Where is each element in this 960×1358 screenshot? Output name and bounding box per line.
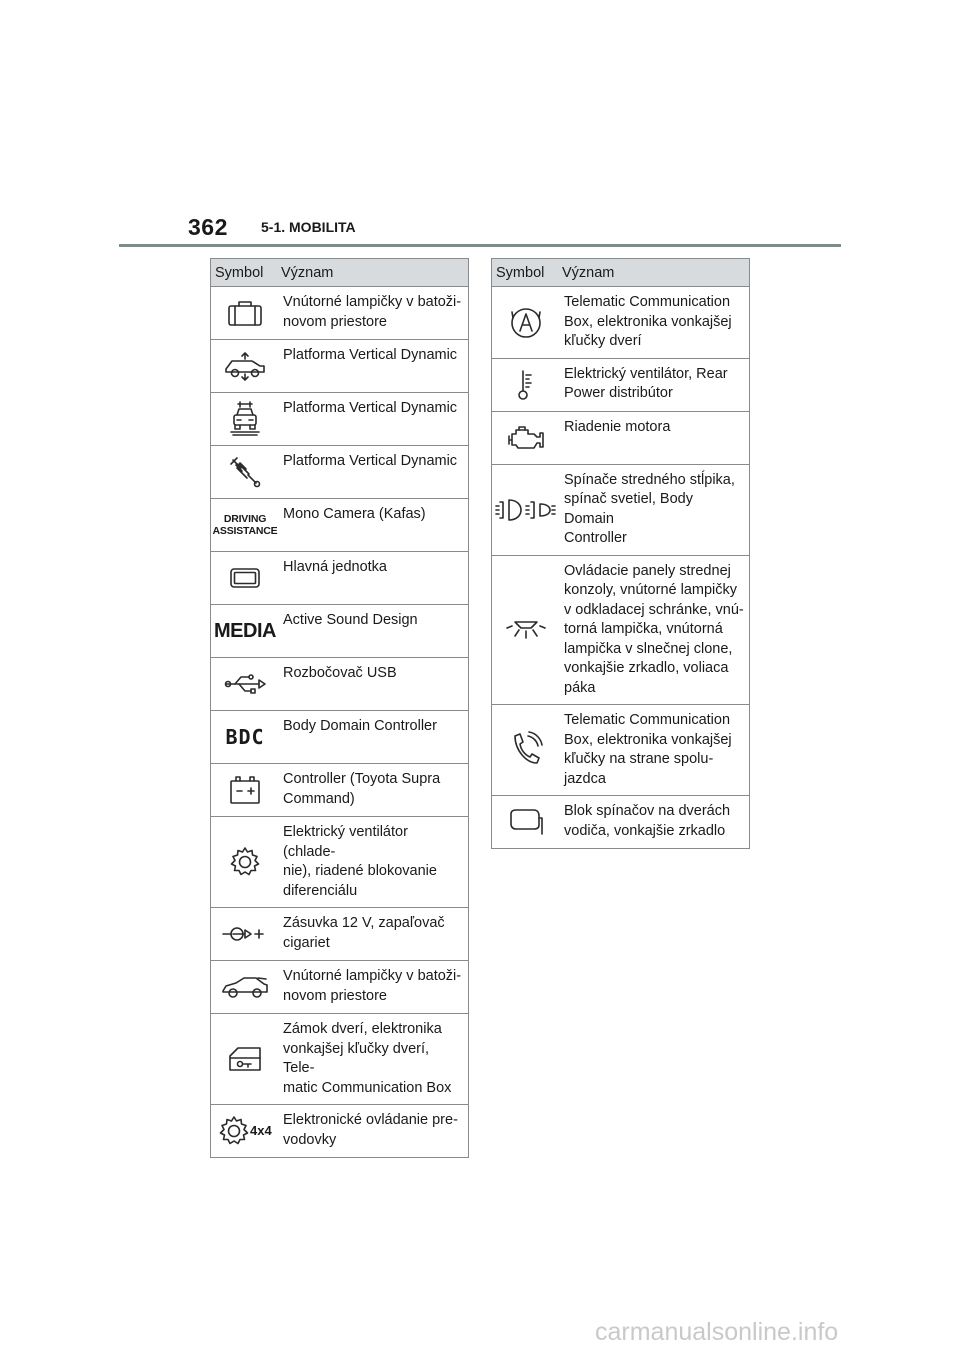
meaning-line: Platforma Vertical Dynamic <box>283 400 458 416</box>
meaning-line: lampička v slnečnej clone, <box>564 640 733 657</box>
mirror-icon <box>507 806 545 838</box>
meaning-line: Telematic Communication <box>564 712 731 728</box>
meaning-line: páka <box>564 679 596 696</box>
icon-caption: MEDIA <box>214 619 276 642</box>
header-divider <box>119 244 841 247</box>
meaning-cell <box>279 817 469 908</box>
meaning-cell <box>279 605 469 658</box>
gear-4x4-icon <box>219 1114 271 1148</box>
symbol-cell <box>211 711 280 764</box>
symbol-cell <box>211 1105 280 1158</box>
meaning-cell <box>560 358 750 411</box>
meaning-cell <box>560 796 750 849</box>
symbol-cell <box>211 658 280 711</box>
table-row <box>211 446 469 499</box>
table-row <box>211 340 469 393</box>
meaning-line: Mono Camera (Kafas) <box>283 506 426 522</box>
column-header-symbol: Symbol <box>211 259 280 287</box>
symbol-cell <box>211 446 280 499</box>
meaning-cell <box>279 764 469 817</box>
meaning-line: novom priestore <box>283 987 387 1004</box>
table-row <box>211 908 469 961</box>
table-row <box>211 764 469 817</box>
table-header-row <box>211 259 469 287</box>
meaning-line: Ovládacie panely strednej <box>564 562 731 579</box>
table-row <box>492 358 750 411</box>
meaning-line: Spínače stredného stĺpika, <box>564 471 735 488</box>
table-row <box>211 817 469 908</box>
meaning-line: Controller (Toyota Supra <box>283 771 441 787</box>
meaning-line: Box, elektronika vonkajšej <box>564 731 732 748</box>
table-header-row <box>492 259 750 287</box>
meaning-cell <box>279 340 469 393</box>
meaning-line: Controller <box>564 530 627 546</box>
symbol-cell <box>492 287 561 359</box>
table-row <box>492 287 750 359</box>
meaning-line: novom priestore <box>283 313 387 330</box>
car-side-icon <box>220 973 270 1001</box>
column-header-meaning: Význam <box>560 259 750 287</box>
meaning-cell <box>279 658 469 711</box>
symbol-cell <box>211 1014 280 1105</box>
watermark: carmanualsonline.info <box>595 1318 839 1346</box>
meaning-cell <box>279 908 469 961</box>
meaning-line: Elektrický ventilátor (chlade- <box>283 824 408 860</box>
meaning-cell <box>279 961 469 1014</box>
meaning-cell <box>560 411 750 464</box>
meaning-line: Command) <box>283 790 355 807</box>
meaning-line: vodiča, vonkajšie zrkadlo <box>564 822 726 839</box>
meaning-line: jazdca <box>564 770 606 787</box>
symbol-cell <box>211 499 280 552</box>
meaning-line: Vnútorné lampičky v batoži- <box>283 294 462 310</box>
meaning-cell <box>560 287 750 359</box>
thermometer-icon <box>514 367 538 403</box>
table-row <box>211 658 469 711</box>
meaning-line: kľučky dverí <box>564 333 642 349</box>
meaning-cell <box>560 464 750 555</box>
column-header-symbol: Symbol <box>492 259 561 287</box>
meaning-line: nie), riadené blokovanie <box>283 863 437 879</box>
symbol-cell <box>492 555 561 705</box>
meaning-cell <box>279 393 469 446</box>
door-icon <box>226 1044 264 1074</box>
table-row <box>492 555 750 705</box>
symbol-cell <box>211 393 280 446</box>
meaning-line: Active Sound Design <box>283 612 418 628</box>
engine-icon <box>506 424 546 452</box>
phone-icon <box>508 730 544 770</box>
meaning-line: torná lampička, vnútorná <box>564 621 723 637</box>
symbol-cell <box>492 705 561 796</box>
meaning-cell <box>279 1014 469 1105</box>
meaning-cell <box>560 555 750 705</box>
usb-icon <box>223 672 267 696</box>
table-row <box>492 411 750 464</box>
car-suspension-icon <box>222 351 268 381</box>
symbol-cell <box>211 908 280 961</box>
meaning-line: vodovky <box>283 1131 337 1148</box>
meaning-line: Riadenie motora <box>564 418 671 435</box>
table-row <box>211 711 469 764</box>
trunk-light-icon <box>225 298 265 328</box>
table-row <box>211 1014 469 1105</box>
meaning-line: spínač svetiel, Body Domain <box>564 491 693 527</box>
icon-caption: DRIVING ASSISTANCE <box>212 512 278 537</box>
meaning-line: konzoly, vnútorné lampičky <box>564 582 738 598</box>
meaning-line: Elektrický ventilátor, Rear <box>564 365 728 382</box>
table-row <box>211 605 469 658</box>
table-row <box>211 1105 469 1158</box>
icon-caption: 4x4 <box>250 1123 272 1138</box>
table-row <box>492 464 750 555</box>
headlight-icon <box>495 496 557 524</box>
symbol-cell <box>211 340 280 393</box>
meaning-cell <box>279 287 469 340</box>
meaning-cell <box>279 499 469 552</box>
symbol-cell <box>211 605 280 658</box>
meaning-line: Platforma Vertical Dynamic <box>283 453 458 469</box>
meaning-line: Box, elektronika vonkajšej <box>564 313 732 330</box>
meaning-line: vonkajšie zrkadlo, voliaca <box>564 660 729 676</box>
meaning-line: v odkladacej schránke, vnú- <box>564 601 744 618</box>
meaning-cell <box>279 552 469 605</box>
assist-a-icon <box>508 304 544 340</box>
table-row <box>211 961 469 1014</box>
power-socket-icon <box>221 922 269 946</box>
symbol-cell <box>492 411 561 464</box>
meaning-cell <box>560 705 750 796</box>
symbol-cell <box>211 961 280 1014</box>
meaning-line: Power distribútor <box>564 385 673 401</box>
table-row <box>211 499 469 552</box>
meaning-cell <box>279 446 469 499</box>
meaning-cell <box>279 711 469 764</box>
meaning-line: Zásuvka 12 V, zapaľovač <box>283 915 445 931</box>
table-row <box>211 393 469 446</box>
symbol-cell <box>211 287 280 340</box>
meaning-line: Elektronické ovládanie pre- <box>283 1112 458 1128</box>
table-row <box>211 552 469 605</box>
symbol-cell <box>211 817 280 908</box>
symbol-cell <box>492 464 561 555</box>
page-number: 362 <box>188 214 228 240</box>
icon-caption: BDC <box>225 725 265 749</box>
driving-assistance-icon <box>213 513 278 538</box>
symbol-cell <box>492 358 561 411</box>
shock-absorber-icon <box>227 456 263 488</box>
symbol-cell <box>211 552 280 605</box>
meaning-line: diferenciálu <box>283 882 358 899</box>
gear-icon <box>228 845 262 879</box>
symbol-table-right <box>491 258 750 849</box>
section-title: 5-1. MOBILITA <box>261 219 356 235</box>
table-row <box>211 287 469 340</box>
meaning-line: Body Domain Controller <box>283 718 437 734</box>
meaning-line: Telematic Communication <box>564 294 731 310</box>
meaning-line: Hlavná jednotka <box>283 559 387 575</box>
meaning-line: Zámok dverí, elektronika <box>283 1021 442 1037</box>
symbol-table-left <box>210 258 469 1158</box>
meaning-line: matic Communication Box <box>283 1079 452 1096</box>
media-icon <box>214 620 276 643</box>
meaning-line: cigariet <box>283 934 330 951</box>
meaning-cell <box>279 1105 469 1158</box>
symbol-cell <box>211 764 280 817</box>
meaning-line: kľučky na strane spolu- <box>564 751 714 767</box>
meaning-line: Platforma Vertical Dynamic <box>283 347 458 363</box>
symbol-cell <box>492 796 561 849</box>
table-row <box>492 796 750 849</box>
column-header-meaning: Význam <box>279 259 469 287</box>
display-unit-icon <box>228 565 262 591</box>
battery-icon <box>228 774 262 806</box>
car-lift-icon <box>228 401 262 437</box>
bdc-icon <box>225 725 264 749</box>
meaning-line: Vnútorné lampičky v batoži- <box>283 968 462 984</box>
table-row <box>492 705 750 796</box>
meaning-line: Rozbočovač USB <box>283 665 397 681</box>
meaning-line: Blok spínačov na dverách <box>564 803 731 819</box>
interior-light-icon <box>506 614 546 646</box>
meaning-line: vonkajšej kľučky dverí, Tele- <box>283 1040 430 1076</box>
